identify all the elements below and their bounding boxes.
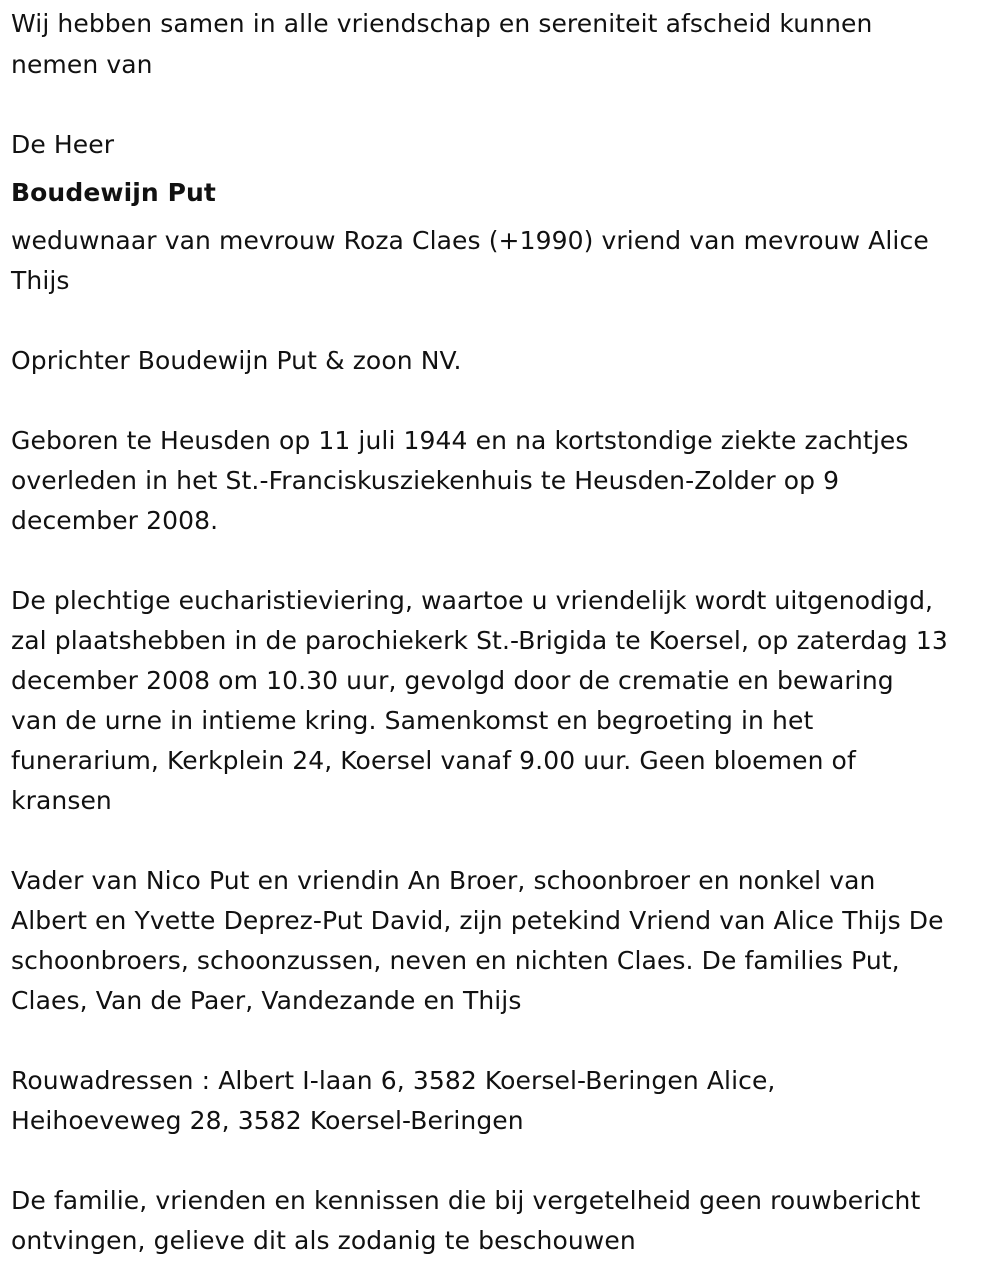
ceremony-line-2: zal plaatshebben in de parochiekerk St.-Brigida te Koersel, op zaterdag 13: [11, 626, 948, 655]
birth-death-line-2: overleden in het St.-Franciskusziekenhuis te Heusden-Zolder op 9: [11, 466, 840, 495]
family-line-4: Claes, Van de Paer, Vandezande en Thijs: [11, 986, 522, 1015]
ceremony-line-1: De plechtige eucharistieviering, waartoe u vriendelijk wordt uitgenodigd,: [11, 586, 934, 615]
addresses-line-1: Rouwadressen : Albert I-laan 6, 3582 Koersel-Beringen Alice,: [11, 1066, 776, 1095]
relation-line-1: weduwnaar van mevrouw Roza Claes (+1990) vriend van mevrouw Alice: [11, 226, 929, 255]
ceremony-line-6: kransen: [11, 786, 112, 815]
family-line-2: Albert en Yvette Deprez-Put David, zijn petekind Vriend van Alice Thijs De: [11, 906, 944, 935]
ceremony-line-4: van de urne in intieme kring. Samenkomst en begroeting in het: [11, 706, 814, 735]
intro-line-2: nemen van: [11, 50, 153, 79]
closing-line-2: ontvingen, gelieve dit als zodanig te beschouwen: [11, 1226, 636, 1255]
deceased-name: Boudewijn Put: [11, 178, 216, 207]
addresses-line-2: Heihoeveweg 28, 3582 Koersel-Beringen: [11, 1106, 524, 1135]
family-line-3: schoonbroers, schoonzussen, neven en nichten Claes. De families Put,: [11, 946, 900, 975]
family-line-1: Vader van Nico Put en vriendin An Broer, schoonbroer en nonkel van: [11, 866, 876, 895]
birth-death-line-1: Geboren te Heusden op 11 juli 1944 en na kortstondige ziekte zachtjes: [11, 426, 909, 455]
founder-line: Oprichter Boudewijn Put & zoon NV.: [11, 346, 462, 375]
relation-line-2: Thijs: [11, 266, 70, 295]
intro-line-1: Wij hebben samen in alle vriendschap en sereniteit afscheid kunnen: [11, 9, 873, 38]
ceremony-line-5: funerarium, Kerkplein 24, Koersel vanaf 9.00 uur. Geen bloemen of: [11, 746, 856, 775]
closing-line-1: De familie, vrienden en kennissen die bij vergetelheid geen rouwbericht: [11, 1186, 921, 1215]
honorific-title: De Heer: [11, 130, 115, 159]
birth-death-line-3: december 2008.: [11, 506, 219, 535]
ceremony-line-3: december 2008 om 10.30 uur, gevolgd door de crematie en bewaring: [11, 666, 894, 695]
